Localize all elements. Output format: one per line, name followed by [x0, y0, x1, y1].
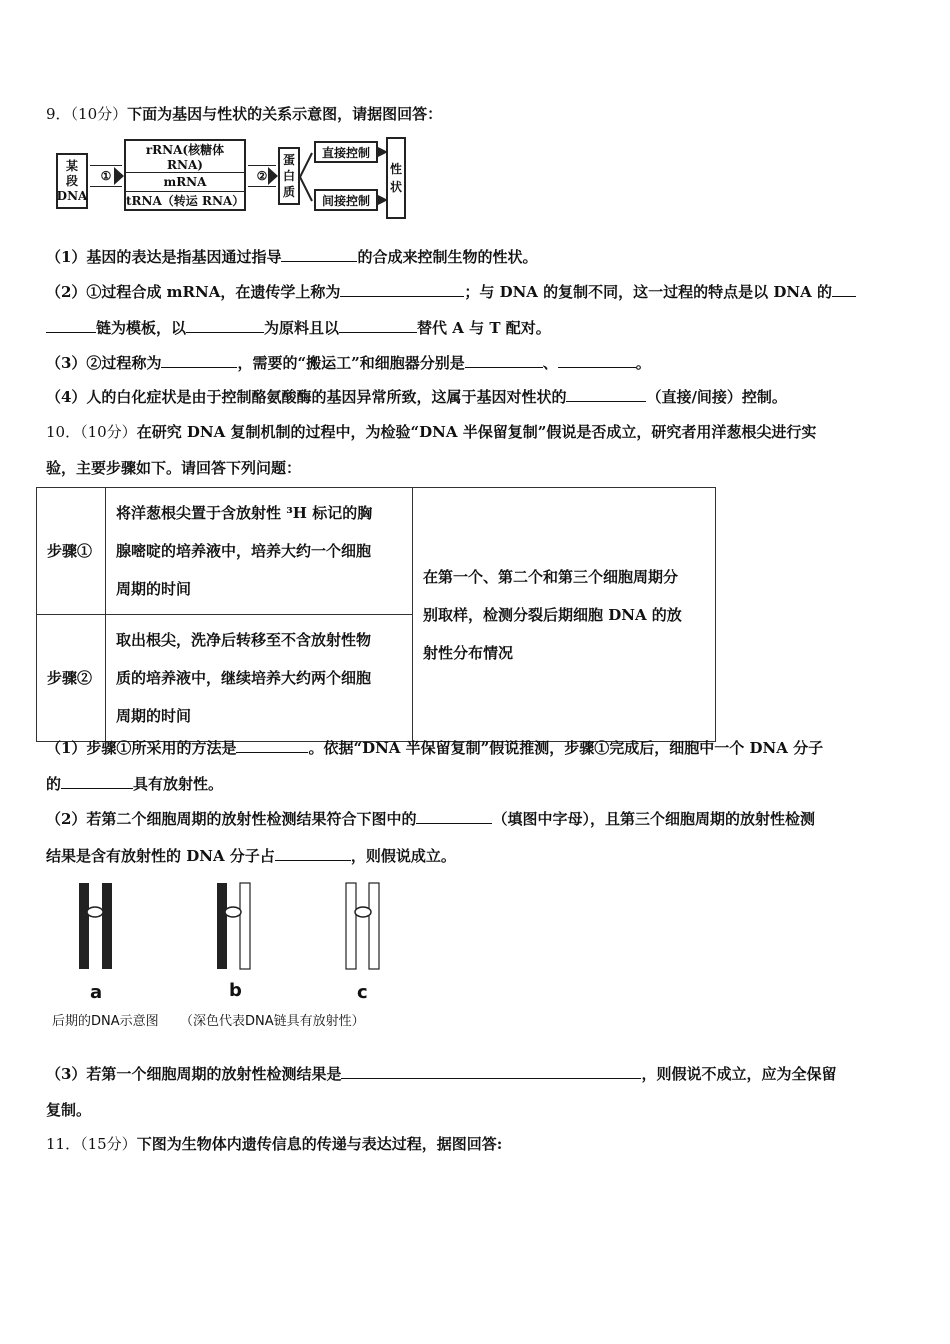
protein-box — [278, 147, 300, 205]
q10-heading-cont — [46, 457, 301, 478]
answer-blank[interactable] — [281, 247, 357, 262]
q9-part1 — [46, 246, 537, 267]
table-row — [37, 488, 716, 615]
step1-label: ① — [100, 169, 112, 183]
q9-part2-line2 — [46, 317, 551, 338]
q10-p1-text-d: 具有放射性。 — [133, 775, 224, 793]
dna-anaphase-figure — [50, 882, 410, 1032]
q11-title: 下图为生物体内遗传信息的传递与表达过程，据图回答: — [136, 1135, 503, 1153]
trait-char-2: 状 — [389, 180, 402, 194]
step1-line: 将洋葱根尖置于含放射性 ³H 标记的胸 — [116, 504, 373, 522]
q10-title-b: 验，主要步骤如下。请回答下列问题： — [46, 459, 302, 477]
direct-control-box — [314, 141, 378, 163]
answer-blank[interactable] — [339, 318, 417, 333]
figure-label-c: c — [357, 982, 368, 1003]
step2-line: 取出根尖，洗净后转移至不含放射性物 — [116, 631, 372, 649]
q11-score: （15分） — [80, 1135, 137, 1153]
step1-arrowhead — [114, 167, 124, 185]
q10-part3-line1 — [46, 1063, 836, 1084]
answer-blank[interactable] — [236, 738, 308, 753]
step1-label-cell — [37, 488, 106, 615]
q9-title: 下面为基因与性状的关系示意图，请据图回答： — [127, 105, 443, 123]
mrna-label: mRNA — [126, 173, 244, 192]
rrna-label: rRNA(核糖体 RNA) — [126, 141, 244, 173]
dna-strand-b-right — [240, 883, 250, 969]
step1-line: 周期的时间 — [116, 580, 192, 598]
q9-p2-text-d: 为原料且以 — [264, 319, 340, 337]
q9-part3 — [46, 352, 651, 373]
detection-line: 射性分布情况 — [423, 643, 514, 662]
q9-p2-text-c: 链为模板，以 — [96, 319, 187, 337]
q10-p3-text: （3）若第一个细胞周期的放射性检测结果是 — [46, 1065, 342, 1083]
q11-heading — [46, 1133, 502, 1154]
answer-blank[interactable] — [46, 318, 96, 333]
centromere-a — [87, 907, 103, 917]
dna-strand-c-right — [369, 883, 379, 969]
step2-content-cell — [106, 615, 413, 742]
q9-heading — [46, 103, 442, 124]
answer-blank[interactable] — [161, 353, 237, 368]
trna-label: tRNA（转运 RNA） — [126, 193, 245, 208]
q9-part4 — [46, 386, 787, 407]
answer-blank[interactable] — [558, 353, 636, 368]
detection-cell — [413, 488, 716, 742]
detection-line: 别取样，检测分裂后期细胞 DNA 的放 — [423, 605, 682, 624]
gene-trait-diagram — [52, 137, 412, 225]
q10-p1-text-c: 的 — [46, 775, 62, 793]
q9-part2-line1 — [46, 281, 856, 302]
q11-number: 11． — [46, 1135, 81, 1153]
q10-p1-text-b: 。依据“DNA 半保留复制”假说推测，步骤①完成后，细胞中一个 DNA 分子 — [308, 739, 824, 757]
indirect-control-box — [314, 189, 378, 211]
q10-part2-line1 — [46, 808, 815, 829]
figure-caption-left: 后期的DNA示意图 — [52, 1014, 159, 1029]
q9-p2-text-mid: ；与 DNA 的复制不同，这一过程的特点是以 DNA 的 — [464, 283, 832, 301]
q9-p4-text: （4）人的白化症状是由于控制酪氨酸酶的基因异常所致，这属于基因对性状的 — [46, 388, 567, 406]
protein-char-2: 白 — [282, 169, 295, 183]
answer-blank[interactable] — [61, 774, 133, 789]
detection-line: 在第一个、第二个和第三个细胞周期分 — [423, 567, 679, 586]
q10-p2-text-c: 结果是含有放射性的 DNA 分子占 — [46, 847, 275, 865]
centromere-b — [225, 907, 241, 917]
answer-blank[interactable] — [832, 282, 856, 297]
dna-strand-c-left — [346, 883, 356, 969]
q10-p2-text: （2）若第二个细胞周期的放射性检测结果符合下图中的 — [46, 810, 417, 828]
answer-blank[interactable] — [465, 353, 543, 368]
trait-box — [386, 137, 406, 219]
q10-p2-text-b: （填图中字母），且第三个细胞周期的放射性检测 — [492, 810, 815, 828]
step1-line: 腺嘧啶的培养液中，培养大约一个细胞 — [116, 542, 372, 560]
q10-part1-line1 — [46, 737, 823, 758]
rna-box — [124, 139, 246, 211]
branch-arrows — [300, 141, 314, 213]
dna-label-2: 段 — [65, 173, 78, 188]
q9-number: 9． — [46, 105, 71, 123]
q9-p3-text-c: 、 — [542, 354, 558, 372]
figure-caption-right: （深色代表DNA链具有放射性） — [180, 1014, 365, 1029]
q10-title-a: 在研究 DNA 复制机制的过程中，为检验“DNA 半保留复制”假说是否成立，研究者用洋葱根尖进行实 — [136, 423, 817, 441]
q10-p3-text-c: 复制。 — [46, 1101, 92, 1119]
step2-line: 质的培养液中，继续培养大约两个细胞 — [116, 669, 372, 687]
step2-label-cell — [37, 615, 106, 742]
indirect-control-label: 间接控制 — [321, 193, 370, 208]
answer-blank[interactable] — [275, 846, 351, 861]
q9-p2-text: （2）①过程合成 mRNA，在遗传学上称为 — [46, 283, 341, 301]
dna-label-3: DNA — [56, 188, 88, 203]
q10-part2-line2 — [46, 845, 456, 866]
q10-number: 10． — [46, 423, 81, 441]
q10-p2-text-d: ，则假说成立。 — [350, 847, 456, 865]
q9-p3-text: （3）②过程称为 — [46, 354, 162, 372]
dna-label-1: 某 — [65, 158, 78, 173]
step2-label: 步骤② — [47, 669, 93, 687]
centromere-c — [355, 907, 371, 917]
answer-blank[interactable] — [341, 1064, 641, 1079]
protein-char-1: 蛋 — [282, 153, 295, 167]
q10-part1-line2 — [46, 773, 223, 794]
step2-line: 周期的时间 — [116, 707, 192, 725]
q10-part3-line2 — [46, 1099, 91, 1120]
q9-p3-text-d: 。 — [635, 354, 651, 372]
step2-arrowhead — [268, 167, 278, 185]
dna-strand-a-left — [79, 883, 89, 969]
step1-label: 步骤① — [47, 542, 93, 560]
dna-box — [56, 153, 88, 209]
answer-blank[interactable] — [416, 809, 492, 824]
dna-strand-a-right — [102, 883, 112, 969]
figure-label-b: b — [229, 980, 242, 1001]
q10-p1-text: （1）步骤①所采用的方法是 — [46, 739, 237, 757]
trait-char-1: 性 — [389, 162, 402, 176]
step1-content-cell — [106, 488, 413, 615]
q10-p3-text-b: ，则假说不成立，应为全保留 — [641, 1065, 837, 1083]
dna-strand-drawings — [50, 882, 410, 977]
answer-blank[interactable] — [340, 282, 464, 297]
q9-p1-text: （1）基因的表达是指基因通过指导 — [46, 248, 282, 266]
answer-blank[interactable] — [566, 387, 646, 402]
answer-blank[interactable] — [186, 318, 264, 333]
q9-p3-text-b: ，需要的“搬运工”和细胞器分别是 — [237, 354, 465, 372]
q10-score: （10分） — [80, 423, 137, 441]
step2-label: ② — [256, 169, 268, 183]
q9-p2-text-e: 替代 A 与 T 配对。 — [417, 319, 551, 337]
steps-table — [36, 487, 716, 742]
protein-char-3: 质 — [282, 185, 295, 199]
q10-heading — [46, 421, 816, 442]
figure-label-a: a — [90, 982, 103, 1003]
dna-strand-b-left — [217, 883, 227, 969]
q9-p4-text-b: （直接/间接）控制。 — [646, 388, 787, 406]
direct-control-label: 直接控制 — [321, 145, 370, 160]
q9-score: （10分） — [70, 105, 128, 123]
q9-p1-text-end: 的合成来控制生物的性状。 — [357, 248, 538, 266]
